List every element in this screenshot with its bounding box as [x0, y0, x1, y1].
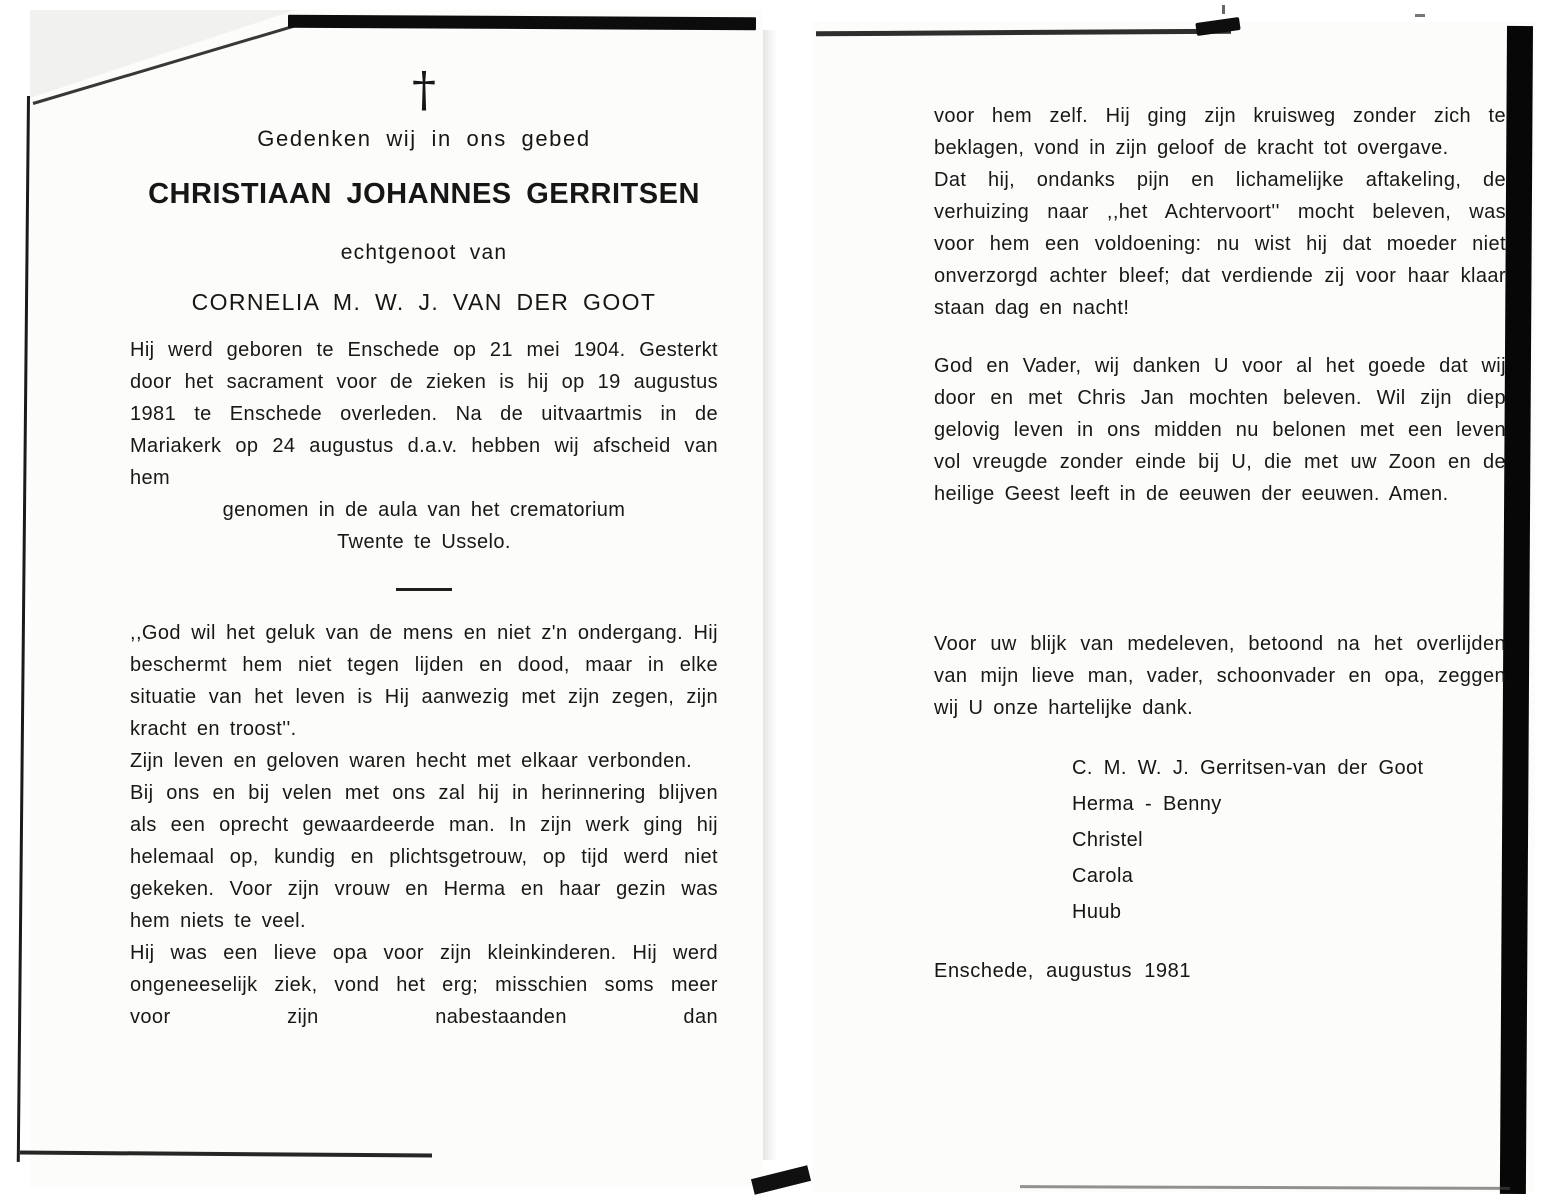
scan-bottom-edge-right-page [1020, 1185, 1510, 1190]
intro-line: Gedenken wij in ons gebed [257, 126, 591, 151]
scan-speck-1 [1222, 5, 1225, 14]
signature-line: Huub [1072, 901, 1122, 923]
devotion-paragraph: Zijn leven en geloven waren hecht met elkaar verbonden. [130, 750, 693, 772]
continuation-paragraph: voor hem zelf. Hij ging zijn kruisweg zonder zich te beklagen, vond in zijn geloof de kracht tot overgave. [934, 105, 1506, 159]
relation-line: echtgenoot van [340, 241, 508, 264]
scan-top-edge-left-page [288, 15, 756, 30]
quote-paragraph: ,,God wil het geluk van de mens en niet z'n ondergang. Hij beschermt hem niet tegen lijden en dood, maar in elke situatie van het leven is Hij aanwezig met zijn zegen, zijn kracht en troost''. [130, 622, 718, 740]
right-page [812, 22, 1535, 1192]
spouse-name: CORNELIA M. W. J. VAN DER GOOT [191, 289, 657, 315]
cross-icon: † [412, 62, 436, 118]
scan-speck-2 [1415, 14, 1425, 17]
signature-widow: C. M. W. J. Gerritsen-van der Goot [1072, 757, 1424, 779]
prayer-paragraph: God en Vader, wij danken U voor al het goede dat wij door en met Chris Jan mochten beleven. Wil zijn diep gelovig leven in ons midden nu belonen met een leven vol vreugde zonder einde bij U, die met uw Zoon en de heilige Geest leeft in de eeuwen der eeuwen. Amen. [934, 355, 1506, 505]
left-page [30, 10, 763, 1188]
scan-gutter-shadow [763, 30, 777, 1160]
left-page-content [130, 62, 718, 1033]
section-divider [396, 588, 452, 591]
memory-paragraph: Bij ons en bij velen met ons zal hij in herinnering blijven als een oprecht gewaardeerde man. In zijn werk ging hij helemaal op, kundig en plichtsgetrouw, op tijd werd niet gekeken. Voor zijn vrouw en Herma en haar gezin was hem niets te veel. [130, 782, 718, 932]
thanks-paragraph: Voor uw blijk van medeleven, betoond na het overlijden van mijn lieve man, vader, schoonvader en opa, zeggen wij U onze hartelijke dank. [934, 633, 1506, 719]
grandfather-paragraph: Hij was een lieve opa voor zijn kleinkinderen. Hij werd ongeneeselijk ziek, vond het erg; misschien soms meer voor zijn nabestaanden dan [130, 942, 718, 1028]
achtervoort-paragraph: Dat hij, ondanks pijn en lichamelijke aftakeling, de verhuizing naar ,,het Achtervoort'' mocht beleven, was voor hem een voldoening: nu wist hij dat moeder niet onverzorgd achter bleef; dat verdiende zij voor haar klaar staan dag en nacht! [934, 169, 1506, 319]
obituary-line-location: Twente te Usselo. [337, 531, 511, 553]
signature-line: Carola [1072, 865, 1134, 887]
scan-bottom-edge-left-page [20, 1151, 432, 1158]
right-page-content [934, 100, 1506, 1003]
deceased-name: CHRISTIAAN JOHANNES GERRITSEN [148, 178, 700, 210]
scan-top-edge-right-page [816, 29, 1231, 37]
scan-left-edge-line [17, 96, 30, 1162]
signature-line: Herma - Benny [1072, 793, 1222, 815]
signature-line: Christel [1072, 829, 1143, 851]
signature-block [1072, 750, 1506, 930]
closing-line: Enschede, augustus 1981 [934, 960, 1192, 982]
obituary-paragraph: Hij werd geboren te Enschede op 21 mei 1904. Gesterkt door het sacrament voor de zieken is hij op 19 augustus 1981 te Enschede overleden. Na de uitvaartmis in de Mariakerk op 24 augustus d.a.v. hebben wij afscheid van hem [130, 339, 718, 489]
obituary-line-crematorium: genomen in de aula van het crematorium [222, 499, 626, 521]
